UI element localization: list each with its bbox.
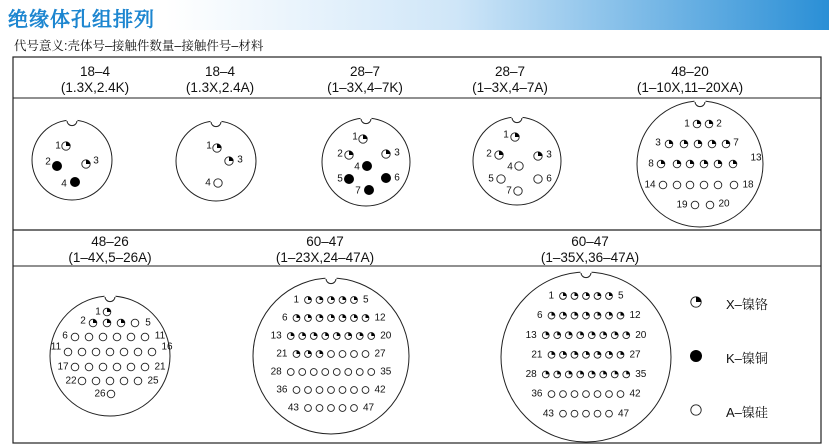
page-title: 绝缘体孔组排列 xyxy=(8,9,155,31)
contact-a xyxy=(106,348,114,356)
contact-number: 6 xyxy=(62,330,68,342)
contact-a xyxy=(362,387,369,394)
contact-number: 14 xyxy=(644,179,656,191)
contact-x xyxy=(310,333,317,340)
contact-x xyxy=(305,297,312,304)
contact-a xyxy=(583,410,590,417)
contact-x xyxy=(606,351,613,358)
contact-x xyxy=(594,293,601,300)
contact-x xyxy=(583,351,590,358)
contact-x xyxy=(560,293,567,300)
contact-x xyxy=(511,133,519,141)
contact-number: 3 xyxy=(546,149,552,161)
legend-label-a: A–镍硅 xyxy=(726,405,768,420)
contact-x xyxy=(700,160,708,168)
contact-number: 21 xyxy=(276,348,288,360)
contact-a xyxy=(606,410,613,417)
contact-number: 21 xyxy=(531,349,543,361)
contact-x xyxy=(571,351,578,358)
contact-x xyxy=(594,312,601,319)
contact-x xyxy=(117,319,125,327)
contact-number: 35 xyxy=(380,366,392,378)
contact-number: 5 xyxy=(618,290,624,302)
contact-a xyxy=(594,410,601,417)
connector-18-4-k xyxy=(32,120,112,200)
contact-number: 36 xyxy=(531,388,543,400)
contact-x xyxy=(356,333,363,340)
contact-a xyxy=(107,390,115,398)
contact-k xyxy=(52,161,62,171)
contact-number: 1 xyxy=(352,131,358,143)
contact-number: 4 xyxy=(507,161,513,173)
contact-a xyxy=(351,387,358,394)
contact-number: 27 xyxy=(374,348,386,360)
arrangement-code: 28–7 xyxy=(494,64,526,79)
arrangement-code: 60–47 xyxy=(306,234,344,249)
contact-x xyxy=(600,371,607,378)
contact-a xyxy=(78,377,86,385)
arrangement-code: 18–4 xyxy=(204,64,236,79)
contact-a xyxy=(214,179,222,187)
connector-18-4-a xyxy=(176,121,256,201)
connector-48-26 xyxy=(50,296,173,416)
contact-number: 6 xyxy=(536,310,543,322)
contact-x xyxy=(729,160,737,168)
arrangement-spec: (1–3X,4–7A) xyxy=(472,80,548,95)
connector-60-47-x35 xyxy=(501,272,671,442)
contact-a xyxy=(316,405,323,412)
contact-number: 6 xyxy=(394,172,400,184)
contact-number: 18 xyxy=(742,179,754,191)
contact-a xyxy=(497,175,505,183)
contact-x xyxy=(305,315,312,322)
contact-a xyxy=(691,405,701,415)
contact-a xyxy=(85,363,93,371)
contact-x xyxy=(705,120,713,128)
arrangement-spec: (1–10X,11–20XA) xyxy=(636,80,744,95)
contact-x xyxy=(316,351,323,358)
contact-x xyxy=(382,150,390,158)
contact-x xyxy=(542,371,549,378)
contact-a xyxy=(148,348,156,356)
contact-a xyxy=(351,351,358,358)
contact-x xyxy=(62,142,70,150)
contact-number: 4 xyxy=(61,178,67,190)
contact-x xyxy=(103,319,111,327)
contact-x xyxy=(693,120,701,128)
contact-a xyxy=(305,405,312,412)
contact-a xyxy=(305,387,312,394)
contact-number: 1 xyxy=(206,140,212,152)
contact-a xyxy=(714,181,722,189)
contact-number: 20 xyxy=(380,330,392,342)
contact-a xyxy=(127,363,135,371)
contact-x xyxy=(299,333,306,340)
contact-a xyxy=(691,201,699,209)
contact-number: 20 xyxy=(635,329,647,341)
contact-x xyxy=(606,312,613,319)
contact-x xyxy=(565,371,572,378)
contact-a xyxy=(534,175,542,183)
contact-number: 3 xyxy=(655,137,661,149)
contact-x xyxy=(571,293,578,300)
contact-k xyxy=(364,185,374,195)
contact-x xyxy=(305,351,312,358)
contact-a xyxy=(141,363,149,371)
contact-a xyxy=(92,348,100,356)
arrangement-spec: (1–3X,4–7K) xyxy=(327,80,403,95)
contact-number: 28 xyxy=(525,369,537,381)
contact-number: 16 xyxy=(161,341,173,353)
contact-k xyxy=(381,173,391,183)
contact-x xyxy=(577,371,584,378)
contact-a xyxy=(328,351,335,358)
contact-a xyxy=(362,351,369,358)
contact-number: 6 xyxy=(281,312,288,324)
contact-x xyxy=(611,332,618,339)
contact-number: 13 xyxy=(525,329,537,341)
contact-x xyxy=(322,333,329,340)
contact-number: 8 xyxy=(648,158,654,170)
contact-x xyxy=(617,312,624,319)
contact-number: 5 xyxy=(145,317,151,329)
legend xyxy=(690,297,702,415)
contact-x xyxy=(560,351,567,358)
contact-number: 19 xyxy=(676,199,688,211)
contact-number: 2 xyxy=(45,156,51,168)
contact-x xyxy=(691,297,701,307)
contact-x xyxy=(623,371,630,378)
contact-x xyxy=(583,293,590,300)
connector-48-20 xyxy=(637,101,763,227)
contact-number: 2 xyxy=(337,148,343,160)
arrangement-code: 60–47 xyxy=(571,234,609,249)
contact-k xyxy=(70,177,80,187)
contact-a xyxy=(141,333,149,341)
contact-x xyxy=(339,315,346,322)
contact-x xyxy=(293,351,300,358)
contact-a xyxy=(134,348,142,356)
contact-a xyxy=(583,391,590,398)
contact-number: 6 xyxy=(546,173,552,185)
contact-number: 7 xyxy=(355,185,361,197)
arrangement-spec: (1.3X,2.4A) xyxy=(185,80,255,95)
subtitle: 代号意义:壳体号–接触件数量–接触件号–材料 xyxy=(14,39,264,53)
contact-a xyxy=(571,391,578,398)
contact-number: 42 xyxy=(374,384,386,396)
contact-x xyxy=(103,308,111,316)
contact-x xyxy=(554,332,561,339)
contact-a xyxy=(333,369,340,376)
arrangement-code: 48–20 xyxy=(671,64,709,79)
contact-a xyxy=(706,201,714,209)
contact-x xyxy=(673,160,681,168)
contact-a xyxy=(310,369,317,376)
arrangement-code: 28–7 xyxy=(349,64,381,79)
contact-a xyxy=(339,405,346,412)
contact-x xyxy=(577,332,584,339)
contact-a xyxy=(78,348,86,356)
contact-a xyxy=(120,348,128,356)
contact-k xyxy=(362,161,372,171)
contact-x xyxy=(345,333,352,340)
contact-a xyxy=(322,369,329,376)
contact-x xyxy=(565,332,572,339)
contact-number: 5 xyxy=(363,294,369,306)
contact-k xyxy=(690,350,702,362)
contact-number: 36 xyxy=(276,384,288,396)
contact-number: 1 xyxy=(684,118,690,130)
contact-a xyxy=(316,387,323,394)
contact-a xyxy=(287,369,294,376)
contact-x xyxy=(534,152,542,160)
contact-x xyxy=(680,140,688,148)
contact-x xyxy=(339,297,346,304)
contact-x xyxy=(345,151,353,159)
contact-a xyxy=(127,333,135,341)
contact-a xyxy=(64,348,72,356)
contact-number: 2 xyxy=(716,118,722,130)
contact-number: 43 xyxy=(542,408,554,420)
contact-number: 2 xyxy=(80,315,86,327)
contact-number: 11 xyxy=(50,341,62,353)
contact-number: 5 xyxy=(337,173,343,185)
contact-number: 47 xyxy=(363,402,375,414)
contact-x xyxy=(362,315,369,322)
contact-number: 17 xyxy=(57,361,69,373)
contact-x xyxy=(548,312,555,319)
contact-number: 26 xyxy=(94,388,106,400)
contact-number: 13 xyxy=(270,330,282,342)
contact-number: 28 xyxy=(270,366,282,378)
contact-x xyxy=(333,333,340,340)
contact-a xyxy=(134,377,142,385)
contact-x xyxy=(708,140,716,148)
contact-number: 12 xyxy=(374,312,386,324)
contact-a xyxy=(71,363,79,371)
contact-a xyxy=(548,391,555,398)
contact-x xyxy=(287,333,294,340)
contact-a xyxy=(515,162,523,170)
contact-a xyxy=(617,391,624,398)
contact-a xyxy=(85,333,93,341)
contact-x xyxy=(657,160,665,168)
contact-a xyxy=(71,333,79,341)
contact-x xyxy=(548,351,555,358)
contact-x xyxy=(617,351,624,358)
contact-a xyxy=(571,410,578,417)
contact-x xyxy=(588,371,595,378)
contact-x xyxy=(328,315,335,322)
contact-a xyxy=(328,405,335,412)
contact-x xyxy=(213,144,221,152)
contact-a xyxy=(560,391,567,398)
contact-x xyxy=(328,297,335,304)
contact-number: 21 xyxy=(154,361,166,373)
contact-x xyxy=(611,371,618,378)
contact-a xyxy=(99,333,107,341)
contact-number: 2 xyxy=(486,148,492,160)
contact-number: 22 xyxy=(65,375,77,387)
contact-a xyxy=(659,181,667,189)
contact-x xyxy=(665,140,673,148)
contact-x xyxy=(82,160,90,168)
contact-number: 3 xyxy=(237,154,243,166)
contact-a xyxy=(113,363,121,371)
contact-number: 27 xyxy=(629,349,641,361)
contact-x xyxy=(316,315,323,322)
contact-number: 12 xyxy=(629,310,641,322)
contact-x xyxy=(351,297,358,304)
contact-x xyxy=(368,333,375,340)
contact-x xyxy=(293,315,300,322)
contact-x xyxy=(225,157,233,165)
contact-x xyxy=(686,160,694,168)
contact-x xyxy=(714,160,722,168)
legend-label-x: X–镍铬 xyxy=(726,297,768,312)
contact-x xyxy=(594,351,601,358)
contact-a xyxy=(293,387,300,394)
contact-a xyxy=(514,187,522,195)
contact-x xyxy=(623,332,630,339)
contact-x xyxy=(542,332,549,339)
contact-a xyxy=(92,377,100,385)
connector-28-7-a xyxy=(473,117,561,205)
contact-a xyxy=(339,351,346,358)
contact-a xyxy=(673,181,681,189)
contact-x xyxy=(554,371,561,378)
contact-a xyxy=(113,333,121,341)
contact-number: 7 xyxy=(506,185,512,197)
contact-number: 1 xyxy=(55,140,61,152)
contact-number: 35 xyxy=(635,369,647,381)
contact-a xyxy=(730,181,738,189)
contact-a xyxy=(368,369,375,376)
contact-number: 25 xyxy=(147,375,159,387)
contact-number: 11 xyxy=(154,330,166,342)
legend-label-k: K–镍铜 xyxy=(726,351,768,366)
arrangement-spec: (1–23X,24–47A) xyxy=(275,250,375,265)
contact-number: 3 xyxy=(93,155,99,167)
contact-a xyxy=(356,369,363,376)
contact-x xyxy=(722,140,730,148)
contact-number: 3 xyxy=(394,147,400,159)
arrangement-code: 48–26 xyxy=(91,234,129,249)
contact-number: 4 xyxy=(354,161,360,173)
contact-a xyxy=(351,405,358,412)
contact-a xyxy=(686,181,694,189)
contact-a xyxy=(339,387,346,394)
contact-a xyxy=(131,319,139,327)
contact-x xyxy=(600,332,607,339)
contact-a xyxy=(120,377,128,385)
contact-x xyxy=(495,151,503,159)
contact-x xyxy=(560,312,567,319)
contact-x xyxy=(583,312,590,319)
contact-number: 20 xyxy=(718,198,730,210)
contact-a xyxy=(606,391,613,398)
connector-60-47-x23 xyxy=(253,278,409,434)
contact-x xyxy=(316,297,323,304)
contact-number: 13 xyxy=(750,152,762,164)
contact-x xyxy=(694,140,702,148)
contact-a xyxy=(328,387,335,394)
contact-a xyxy=(299,369,306,376)
contact-x xyxy=(89,319,97,327)
contact-x xyxy=(606,293,613,300)
contact-a xyxy=(345,369,352,376)
contact-x xyxy=(588,332,595,339)
contact-number: 5 xyxy=(488,173,494,185)
contact-a xyxy=(594,391,601,398)
contact-x xyxy=(351,315,358,322)
contact-a xyxy=(560,410,567,417)
contact-number: 43 xyxy=(287,402,299,414)
contact-number: 1 xyxy=(548,290,554,302)
arrangement-spec: (1.3X,2.4K) xyxy=(60,80,130,95)
contact-x xyxy=(571,312,578,319)
contact-number: 1 xyxy=(95,306,101,318)
arrangement-code: 18–4 xyxy=(79,64,111,79)
contact-number: 42 xyxy=(629,388,641,400)
contact-a xyxy=(99,363,107,371)
contact-x xyxy=(359,135,367,143)
contact-number: 1 xyxy=(293,294,299,306)
arrangement-spec: (1–4X,5–26A) xyxy=(68,250,152,265)
connector-28-7-k xyxy=(322,118,410,206)
contact-number: 7 xyxy=(733,137,739,149)
contact-number: 1 xyxy=(503,129,509,141)
contact-number: 47 xyxy=(618,408,630,420)
contact-a xyxy=(700,181,708,189)
arrangement-spec: (1–35X,36–47A) xyxy=(540,250,640,265)
contact-k xyxy=(344,174,354,184)
contact-a xyxy=(106,377,114,385)
contact-number: 4 xyxy=(205,177,211,189)
